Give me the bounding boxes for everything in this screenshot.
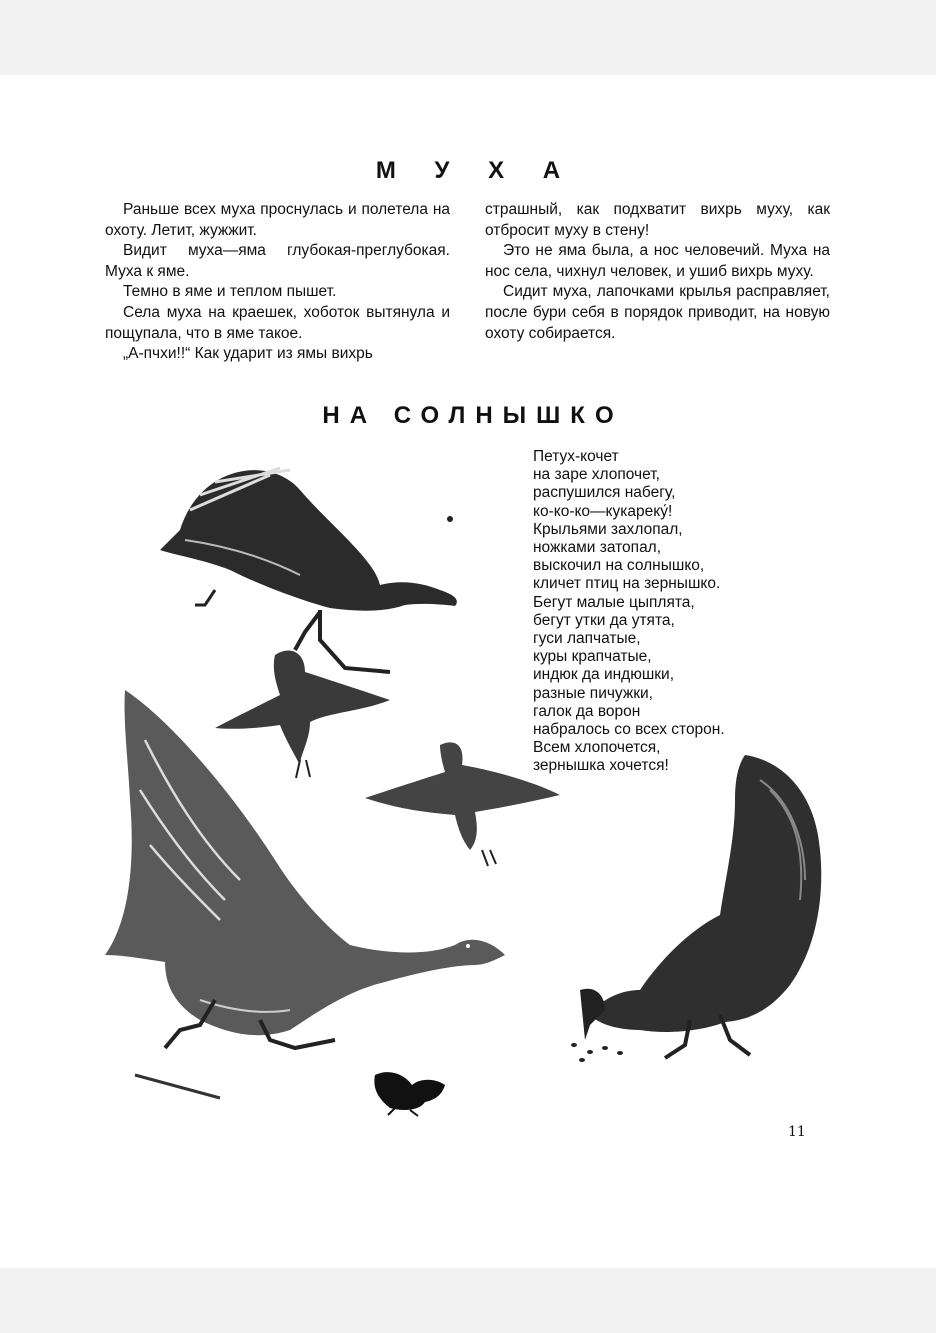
story-paragraph: Темно в яме и теплом пышет. — [123, 283, 337, 301]
poem-line: куры крапчатые, — [533, 648, 652, 666]
poem-line: набралось со всех сторон. — [533, 721, 725, 739]
turkey-illustration — [160, 468, 457, 672]
poem-line: распушился набегу, — [533, 484, 676, 502]
poem-line: Петух-кочет — [533, 448, 619, 465]
story-title: М У Х А — [375, 157, 577, 184]
poem-title: НА СОЛНЫШКО — [322, 402, 624, 429]
page-number: 11 — [788, 1124, 806, 1140]
stick-illustration — [135, 1075, 220, 1098]
poem-line: кличет птиц на зернышко. — [533, 575, 721, 593]
poem-line: ко-ко-ко—кукареку́! — [533, 502, 673, 520]
poem-line: ножками затопал, — [533, 539, 662, 557]
poem-line: выскочил на солнышко, — [533, 557, 705, 575]
story-paragraph: Сидит муха, лапочками крылья расправляет, после бури себя в порядок приводит, на новую охоту собирается. — [485, 283, 830, 342]
poem-line: бегут утки да утята, — [533, 611, 675, 629]
poem-line: Крыльями захлопал, — [533, 520, 683, 538]
story-paragraph: „А-пчхи!!“ Как ударит из ямы вихрь — [123, 345, 373, 363]
chick-illustration — [374, 1072, 445, 1116]
story-paragraph: Села муха на краешек, хоботок вытянула и пощупала, что в яме такое. — [105, 303, 450, 342]
poem-line: индюк да индюшки, — [533, 666, 675, 684]
story-paragraph: страшный, как подхватит вихрь муху, как отбросит муху в стену! — [485, 201, 830, 239]
story-paragraph: Раньше всех муха проснулась и полетела на охоту. Летит, жужжит. — [105, 201, 450, 239]
poem-line: разные пичужки, — [533, 684, 653, 702]
poem-line: гуси лапчатые, — [533, 630, 641, 648]
rooster-illustration — [571, 755, 821, 1062]
story-paragraph: Видит муха—яма глубокая-преглубокая. Муха к яме. — [105, 242, 450, 280]
poem-line: на заре хлопочет, — [533, 466, 660, 484]
story-paragraph: Это не яма была, а нос человечий. Муха на нос села, чихнул человек, и ушиб вихрь муху. — [485, 242, 830, 280]
sparrow-illustration — [365, 742, 560, 866]
poem-line: галок да ворон — [533, 702, 641, 720]
poem-line: зернышка хочется! — [533, 757, 669, 775]
poem-line: Всем хлопочется, — [533, 739, 661, 757]
poem-line: Бегут малые цыплята, — [533, 593, 695, 611]
